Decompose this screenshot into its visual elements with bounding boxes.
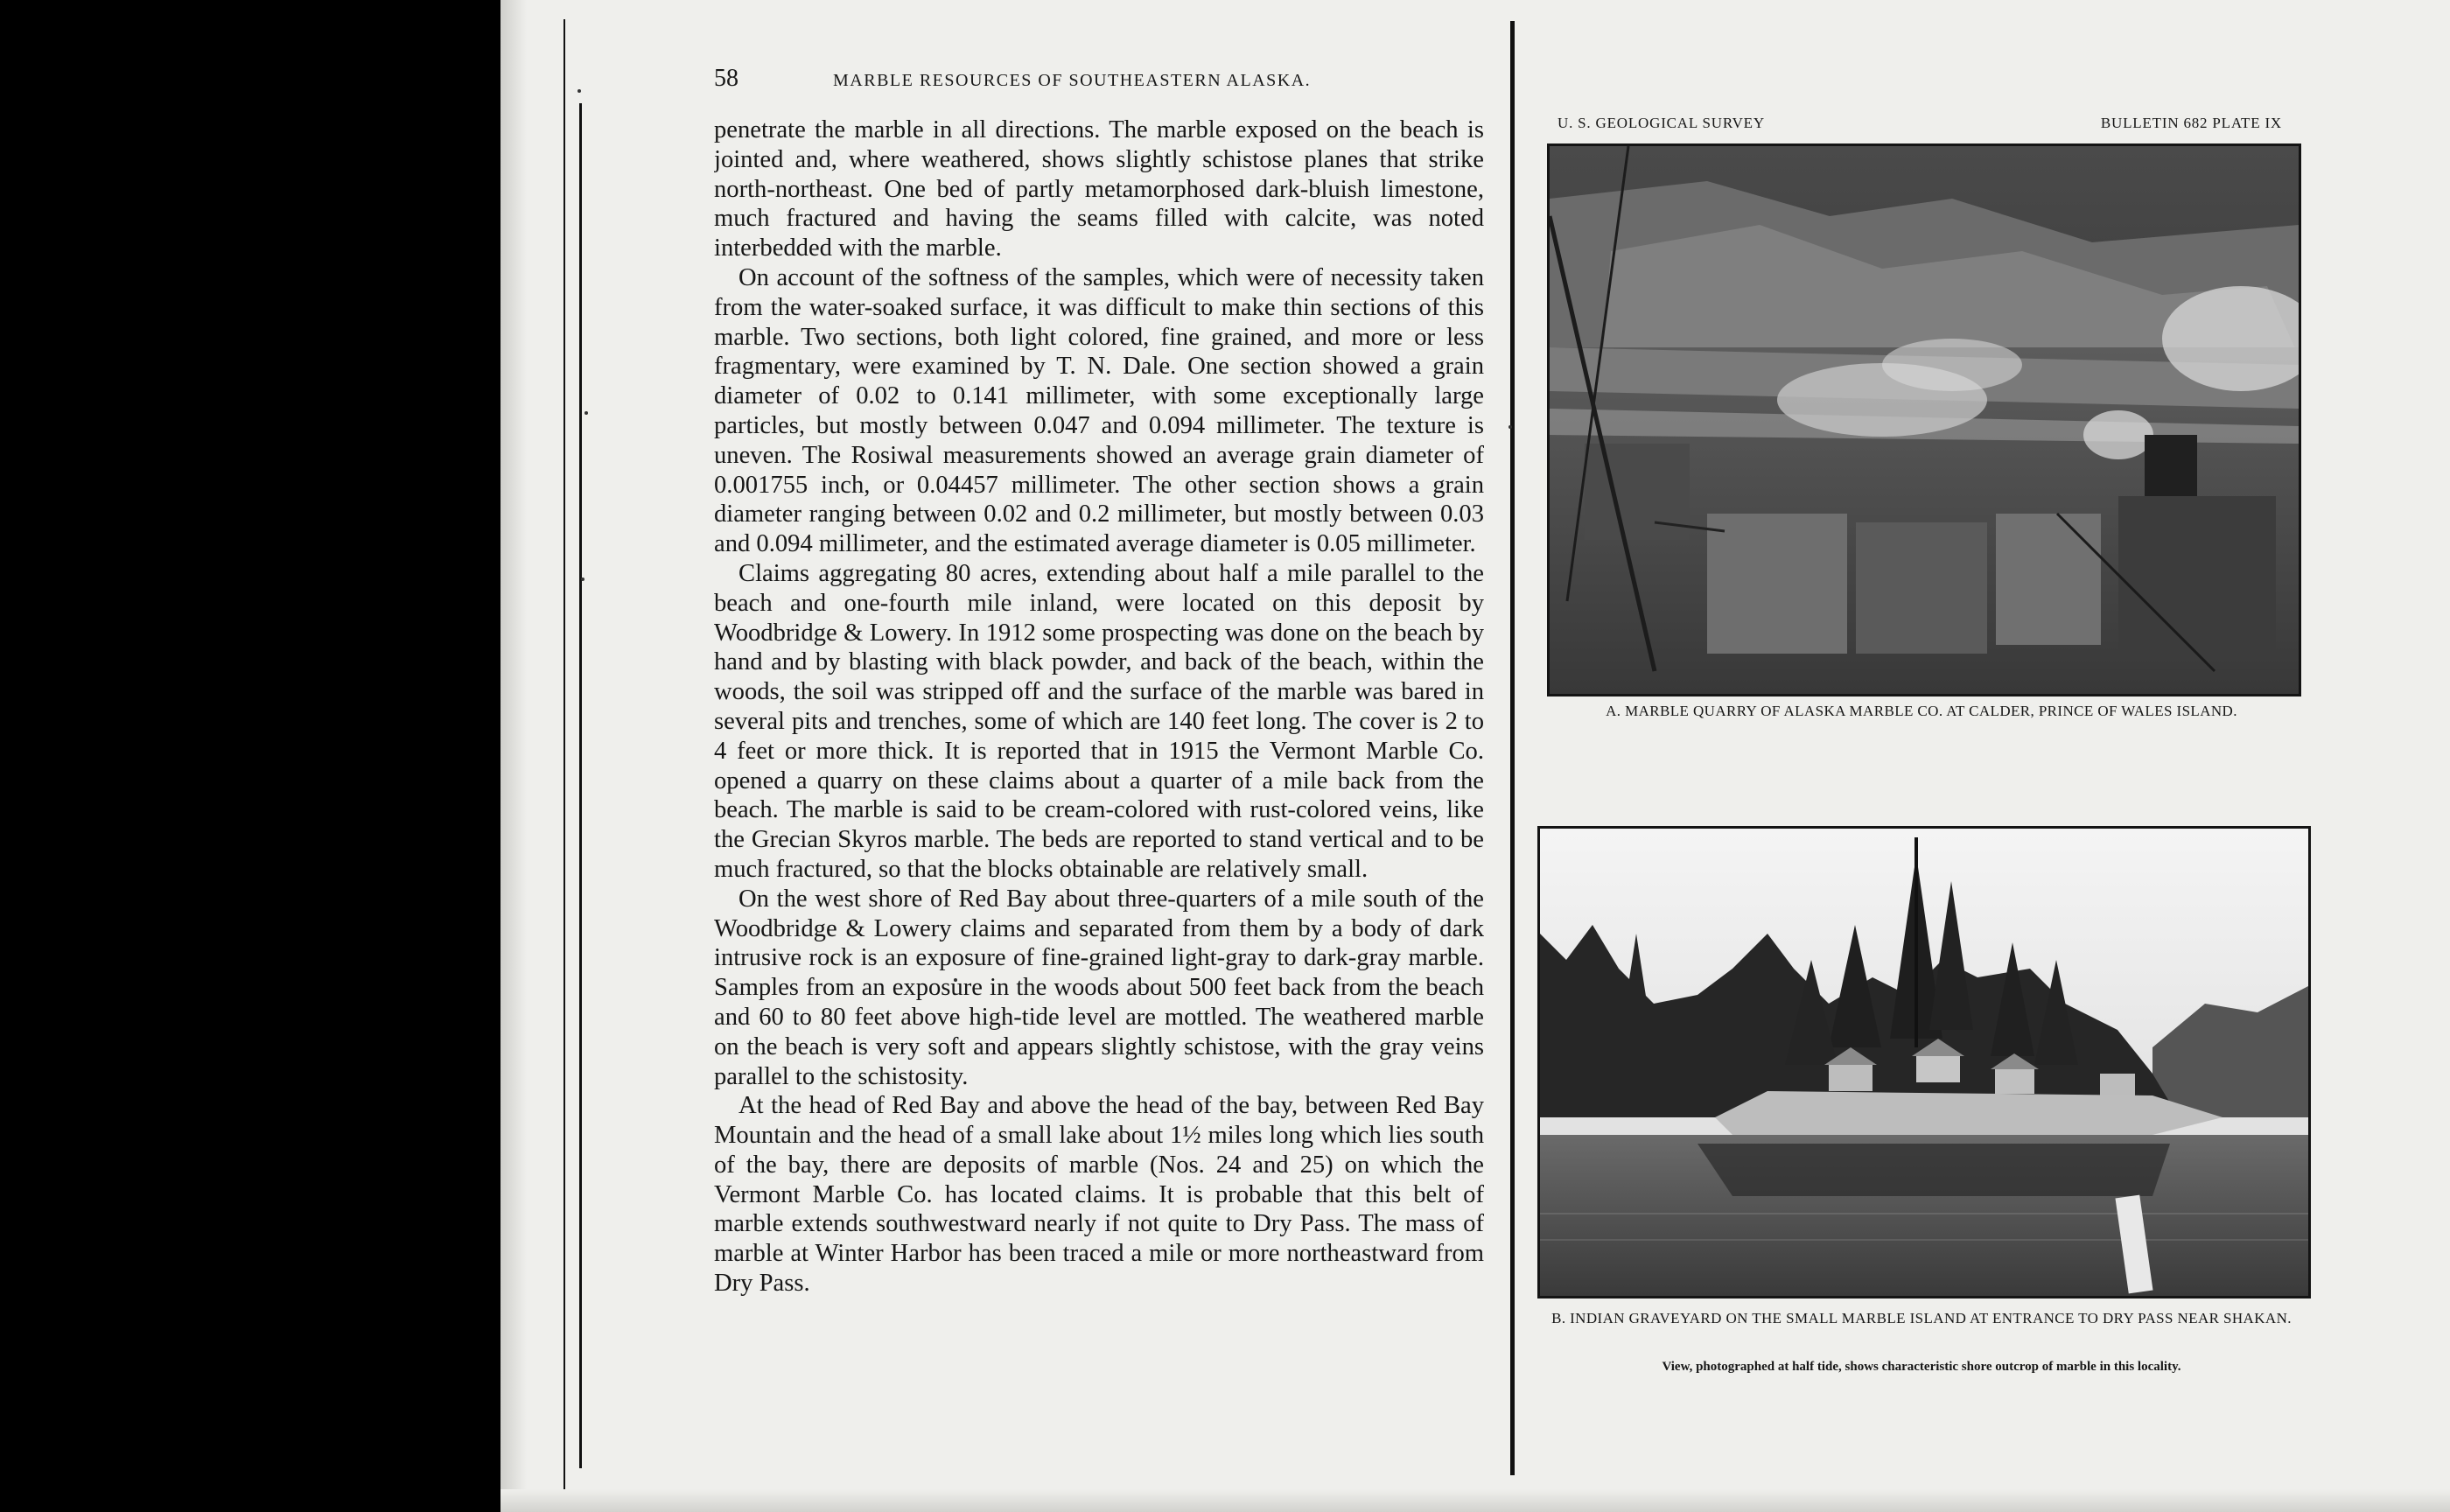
- paragraph: On the west shore of Red Bay about three-quarters of a mile south of the Woodbridge & Lowery claims and separated from them by a body of dark intrusive rock is an exposure of fine-grained light-gray to dark-gray marble. Samples from an exposure in the woods about 500 feet back from the beach and 60 to 80 feet above high-tide level are mottled. The weathered marble on the beach is very soft and appears slightly schistose, with the gray veins parallel to the schistosity.: [714, 885, 1484, 1090]
- body-text: [714, 116, 1484, 1454]
- scan-speck: [578, 89, 581, 93]
- island-photo: [1537, 826, 2311, 1298]
- plate-agency: U. S. GEOLOGICAL SURVEY: [1558, 115, 1765, 131]
- scan-bottom-shadow: [500, 1489, 2450, 1512]
- scan-speck: [581, 578, 584, 581]
- figure-b-caption: B. INDIAN GRAVEYARD ON THE SMALL MARBLE ISLAND AT ENTRANCE TO DRY PASS NEAR SHAKAN.: [1551, 1310, 2292, 1326]
- island-photo-image: [1540, 829, 2308, 1296]
- paragraph: On account of the softness of the samples, which were of necessity taken from the water-soaked surface, it was difficult to make thin sections of this marble. Two sections, both light colored, fine grained, and more or less fragmentary, were examined by T. N. Dale. One section showed a grain diameter of 0.02 to 0.141 millimeter, with some exceptionally large particles, but mostly between 0.047 and 0.094 millimeter. The texture is uneven. The Rosiwal measurements showed an average grain diameter of 0.001755 inch, or 0.04457 millimeter. The other section shows a grain diameter ranging between 0.02 and 0.2 millimeter, but mostly between 0.03 and 0.094 millimeter, and the estimated average diameter is 0.05 millimeter.: [714, 263, 1484, 558]
- plate-header: [1558, 110, 2282, 136]
- gutter-line: [1510, 21, 1515, 1475]
- quarry-photo-image: [1550, 146, 2299, 694]
- figure-a-caption: A. MARBLE QUARRY OF ALASKA MARBLE CO. AT CALDER, PRINCE OF WALES ISLAND.: [1606, 703, 2237, 719]
- scan-speck: [584, 411, 588, 415]
- running-head: [714, 61, 1484, 96]
- running-title: MARBLE RESOURCES OF SOUTHEASTERN ALASKA.: [833, 71, 1312, 90]
- scan-speck: [1508, 425, 1512, 429]
- paragraph: penetrate the marble in all directions. The marble exposed on the beach is jointed and, where weathered, shows slightly schistose planes that strike north-northeast. One bed of partly metamorphosed dark-bluish limestone, much fractured and having the seams filled with calcite, was noted interbedded with the marble.: [714, 116, 1484, 262]
- quarry-photo: [1547, 144, 2301, 696]
- paragraph: Claims aggregating 80 acres, extending about half a mile parallel to the beach and one-fourth mile inland, were located on this deposit by Woodbridge & Lowery. In 1912 some prospecting was done on the beach by hand and by blasting with black powder, and back of the beach, within the woods, the soil was stripped off and the surface of the marble was bared in several pits and trenches, some of which are 140 feet long. The cover is 2 to 4 feet or more thick. It is reported that in 1915 the Vermont Marble Co. opened a quarry on these claims about a quarter of a mile back from the beach. The marble is said to be cream-colored with rust-colored veins, like the Grecian Skyros marble. The beds are reported to stand vertical and to be much fractured, so that the blocks obtainable are relatively small.: [714, 559, 1484, 883]
- figure-b-note: View, photographed at half tide, shows characteristic shore outcrop of marble in this locality.: [1662, 1360, 2181, 1374]
- plate-id: BULLETIN 682 PLATE IX: [2100, 115, 2282, 131]
- left-margin-line-inner: [579, 103, 582, 1468]
- scan-edge-shadow: [500, 0, 527, 1512]
- left-margin-line: [564, 19, 565, 1489]
- page-number: 58: [714, 65, 738, 92]
- paragraph: At the head of Red Bay and above the head of the bay, between Red Bay Mountain and the head of a small lake about 1½ miles long which lies south of the bay, there are deposits of marble (Nos. 24 and 25) on which the Vermont Marble Co. has located claims. It is probable that this belt of marble extends southwestward nearly if not quite to Dry Pass. The mass of marble at Winter Harbor has been traced a mile or more northeastward from Dry Pass.: [714, 1092, 1484, 1298]
